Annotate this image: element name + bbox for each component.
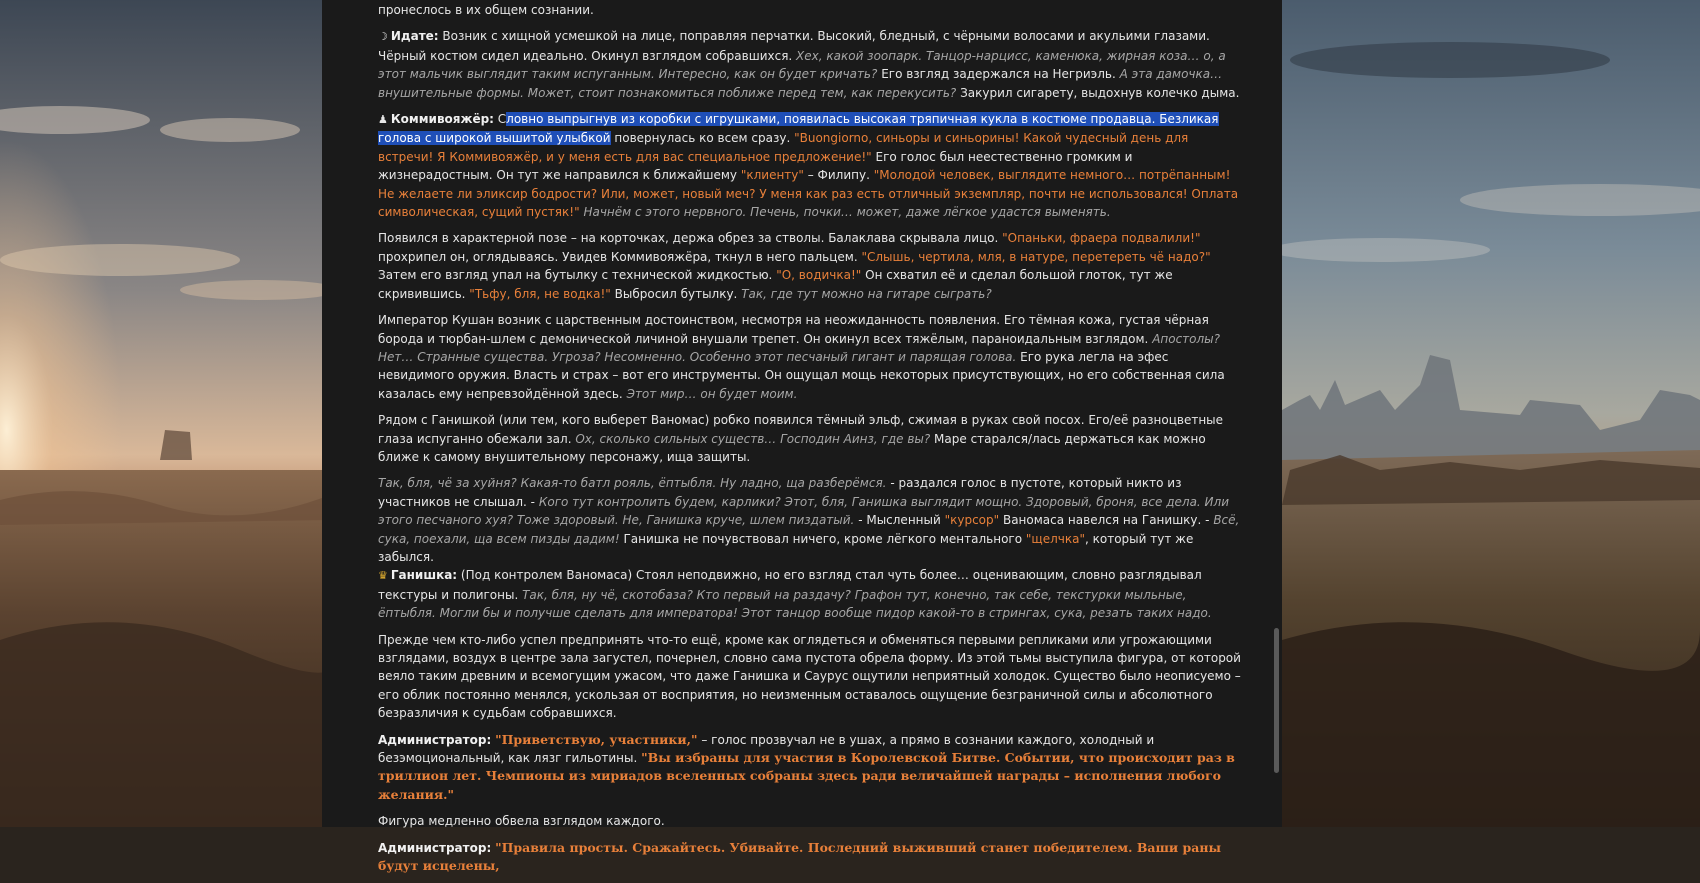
speech-text: "Правила просты. Сражайтесь. Убивайте. Последний выживший станет победителем. Ваши раны будут исцелены, — [378, 839, 1222, 874]
speech-text: "клиенту" — [740, 168, 804, 183]
speaker-name: Администратор: — [378, 840, 492, 855]
paragraph-kushan: Император Кушан возник с царственным достоинством, несмотря на неожиданность появления. Его тёмная кожа, густая чёрная борода и тюрбан-шлем с демонической личиной внушали трепет. Он окинул всех тяжёлым, параноидальным взглядом. Апостолы? Нет… Странные существа. Угроза? Несомненно. Особенно этот песчаный гигант и парящая голова. Его рука легла на эфес невидимого оружия. Власть и страх – вот его инструменты. Он ощущал мощь некоторых присутствующих, но его собственная сила казалась ему непревзойдённой здесь. Этот мир… он будет моим. — [378, 313, 1225, 401]
speech-text: "щелчка" — [1025, 531, 1085, 546]
paragraph-intro-tail: пронеслось в их общем сознании. — [378, 3, 594, 17]
paragraph-admin-appears: Прежде чем кто-либо успел предпринять что-то ещё, кроме как оглядеться и обменяться первыми репликами или угрожающими взглядами, воздух в центре зала загустел, почернел, словно сама пустота обрела форму. Из этой тьмы выступила фигура, от которой веяло таким древним и всемогущим ужасом, что даже Ганишка и Саурус ощутили неприятный холодок. Существо было неописуемо – его облик постоянно менялся, ускользая от восприятия, но неизменным оставалось ощущение безграничной силы и абсолютного безразличия к судьбам собравшихся. — [378, 632, 1241, 721]
speech-text: "Тьфу, бля, не водка!" — [469, 286, 611, 301]
thought-text: Кого тут контролить будем, карлики? Этот, бля, Ганишка выглядит мощно. Здоровый, броня, все дела. Или этого песчаного хуя? Тоже здоровый. Не, Ганишка круче, шлем пиздатый. — [378, 494, 1230, 528]
thought-text: Ох, сколько сильных существ… Господин Аинз, где вы? — [575, 431, 931, 446]
paragraph-admin-rules — [378, 839, 1244, 876]
speaker-name: Идате: — [390, 29, 439, 44]
speech-text: "Молодой человек, выглядите немного… потрёпанным! Не желаете ли эликсир бодрости? Или, может, новый меч? У меня как раз есть отличный экземпляр, почти не использовался! Оплата символическая, сущий пустяк!" — [378, 168, 1239, 220]
selected-text[interactable]: ловно выпрыгнув из коробки с игрушками, появилась высокая тряпичная кукла в костюме продавца. Безликая голова с широкой вышитой улыбкой — [378, 112, 1219, 146]
thought-text: А эта дамочка… внушительные формы. Может, стоит познакомиться поближе перед тем, как перекусить? — [378, 67, 1223, 100]
paragraph-admin-greeting: Администратор: "Приветствую, участники," – голос прозвучал не в ушах, а прямо в сознании каждого, холодный и безэмоциональный, как лязг гильотины. "Вы избраны для участия в Королевской Битве. Событии, что происходит раз в триллион лет. Чемпионы из мириадов вселенных собраны здесь ради величайшей награды – исполнения любого желания." — [378, 731, 1235, 802]
thought-text: Этот мир… он будет моим. — [626, 386, 798, 401]
speaker-name: Администратор: — [378, 732, 492, 747]
paragraph-vanomas: Так, бля, чё за хуйня? Какая-то батл рояль, ёптыбля. Ну ладно, ща разберёмся. - раздался голос в пустоте, который никто из участников не слышал. - Кого тут контролить будем, карлики? Этот, бля, Ганишка выглядит мощно. Здоровый, броня, все дела. Или этого песчаного хуя? Тоже здоровый. Не, Ганишка круче, шлем пиздатый. - Мысленный "курсор" Ваномаса навелся на Ганишку. - Всё, сука, поехали, ща всем пизды дадим! Ганишка не почувствовал ничего, кроме лёгкого ментального "щелчка", который тут же забылся. — [378, 476, 1240, 564]
chat-panel — [322, 0, 1282, 874]
scrollbar-thumb[interactable] — [1274, 628, 1279, 773]
thought-text: Хех, какой зоопарк. Танцор-нарцисс, каменюка, жирная коза… о, а этот мальчик выглядит таким испуганным. Интересно, как он будет кричать? — [378, 48, 1226, 82]
speech-text: "О, водичка!" — [776, 268, 862, 283]
speaker-name: Коммивояжёр: — [390, 112, 494, 127]
speech-text: "курсор" — [944, 513, 1000, 528]
thought-text: Апостолы? Нет… Странные существа. Угроза? Несомненно. Особенно этот песчаный гигант и парящая голова. — [378, 331, 1221, 364]
paragraph-salesman: ♟ Коммивояжёр: Словно выпрыгнув из коробки с игрушками, появилась высокая тряпичная кукла в костюме продавца. Безликая голова с широкой вышитой улыбкой повернулась ко всем сразу. "Buongiorno, синьоры и синьорины! Какой чудесный день для встречи! Я Коммивояжёр, и у меня есть для вас специальное предложение!" Его голос был неестественно громким и жизнерадостным. Он тут же направился к ближайшему "клиенту" – Филипу. "Молодой человек, выглядите немного… потрёпанным! Не желаете ли эликсир бодрости? Или, может, новый меч? У меня как раз есть отличный экземпляр, почти не использовался! Оплата символическая, сущий пустяк!" Начнём с этого нервного. Печень, почки… может, даже лёгкое удастся выменять. — [378, 112, 1239, 220]
paragraph-figure: Фигура медленно обвела взглядом каждого. — [378, 814, 665, 829]
speech-text: "Приветствую, участники," — [495, 731, 698, 747]
paragraph-idate: ☽ Идате: Возник с хищной усмешкой на лице, поправляя перчатки. Высокий, бледный, с чёрными волосами и акульими глазами. Чёрный костюм сидел идеально. Окинул взглядом собравшихся. Хех, какой зоопарк. Танцор-нарцисс, каменюка, жирная коза… о, а этот мальчик выглядит таким испуганным. Интересно, как он будет кричать? Его взгляд задержался на Негриэль. А эта дамочка… внушительные формы. Может, стоит познакомиться поближе перед тем, как перекусить? Закурил сигарету, выдохнув колечко дыма. — [378, 29, 1240, 100]
crescent-icon: ☽ — [378, 30, 388, 44]
paragraph-mare: Рядом с Ганишкой (или тем, кого выберет Ваномас) робко появился тёмный эльф, сжимая в руках свой посох. Его/её разноцветные глаза испуганно обежали зал. Ох, сколько сильных существ… Господин Аинз, где вы? Маре старался/лась держаться как можно ближе к самому внушительному персонажу, ища защиты. — [378, 413, 1224, 464]
paragraph-ganishka: ♛ Ганишка: (Под контролем Ваномаса) Стоял неподвижно, но его взгляд стал чуть более… оценивающим, словно разглядывал текстуры и полигоны. Так, бля, ну чё, скотобаза? Кто первый на раздачу? Графон тут, конечно, так себе, текстурки мыльные, ёптыбля. Могли бы и получше сделать для императора! Этот танцор вообще пидор какой-то в стрингах, сука, резать таких надо. — [378, 568, 1212, 621]
thought-text: Начнём с этого нервного. Печень, почки… может, даже лёгкое удастся выменять. — [583, 205, 1111, 220]
thought-text: Так, бля, ну чё, скотобаза? Кто первый на раздачу? Графон тут, конечно, так себе, текстурки мыльные, ёптыбля. Могли бы и получше сделать для императора! Этот танцор вообще пидор какой-то в стрингах, сука, резать таких надо. — [378, 587, 1212, 621]
message-content — [378, 0, 1244, 883]
paragraph-gopnik: Появился в характерной позе – на корточках, держа обрез за стволы. Балаклава скрывала лицо. "Опаньки, фраера подвалили!" прохрипел он, оглядываясь. Увидев Коммивояжёра, ткнул в него пальцем. "Слышь, чертила, мля, в натуре, перетереть чё надо?" Затем его взгляд упал на бутылку с технической жидкостью. "О, водичка!" Он схватил её и сделал большой глоток, тут же скривившись. "Тьфу, бля, не водка!" Выбросил бутылку. Так, где тут можно на гитаре сыграть? — [378, 231, 1211, 301]
speech-text: "Вы избраны для участия в Королевской Битве. Событии, что происходит раз в триллион лет. Чемпионы из мириадов вселенных собраны здесь ради величайшей награды – исполнения любого желания." — [378, 750, 1235, 802]
speaker-name: Ганишка: — [390, 568, 458, 583]
doll-icon: ♟ — [378, 113, 388, 127]
thought-text: Всё, сука, поехали, ща всем пизды дадим! — [378, 513, 1240, 546]
crown-icon: ♛ — [378, 569, 388, 583]
speech-text: "Опаньки, фраера подвалили!" — [1002, 231, 1201, 246]
speech-text: "Слышь, чертила, мля, в натуре, перетереть чё надо?" — [861, 249, 1211, 264]
thought-text: Так, где тут можно на гитаре сыграть? — [741, 286, 992, 301]
speech-text: "Buongiorno, синьоры и синьорины! Какой чудесный день для встречи! Я Коммивояжёр, и у меня есть для вас специальное предложение!" — [378, 131, 1189, 164]
thought-text: Так, бля, чё за хуйня? Какая-то батл рояль, ёптыбля. Ну ладно, ща разберёмся. — [378, 476, 887, 491]
